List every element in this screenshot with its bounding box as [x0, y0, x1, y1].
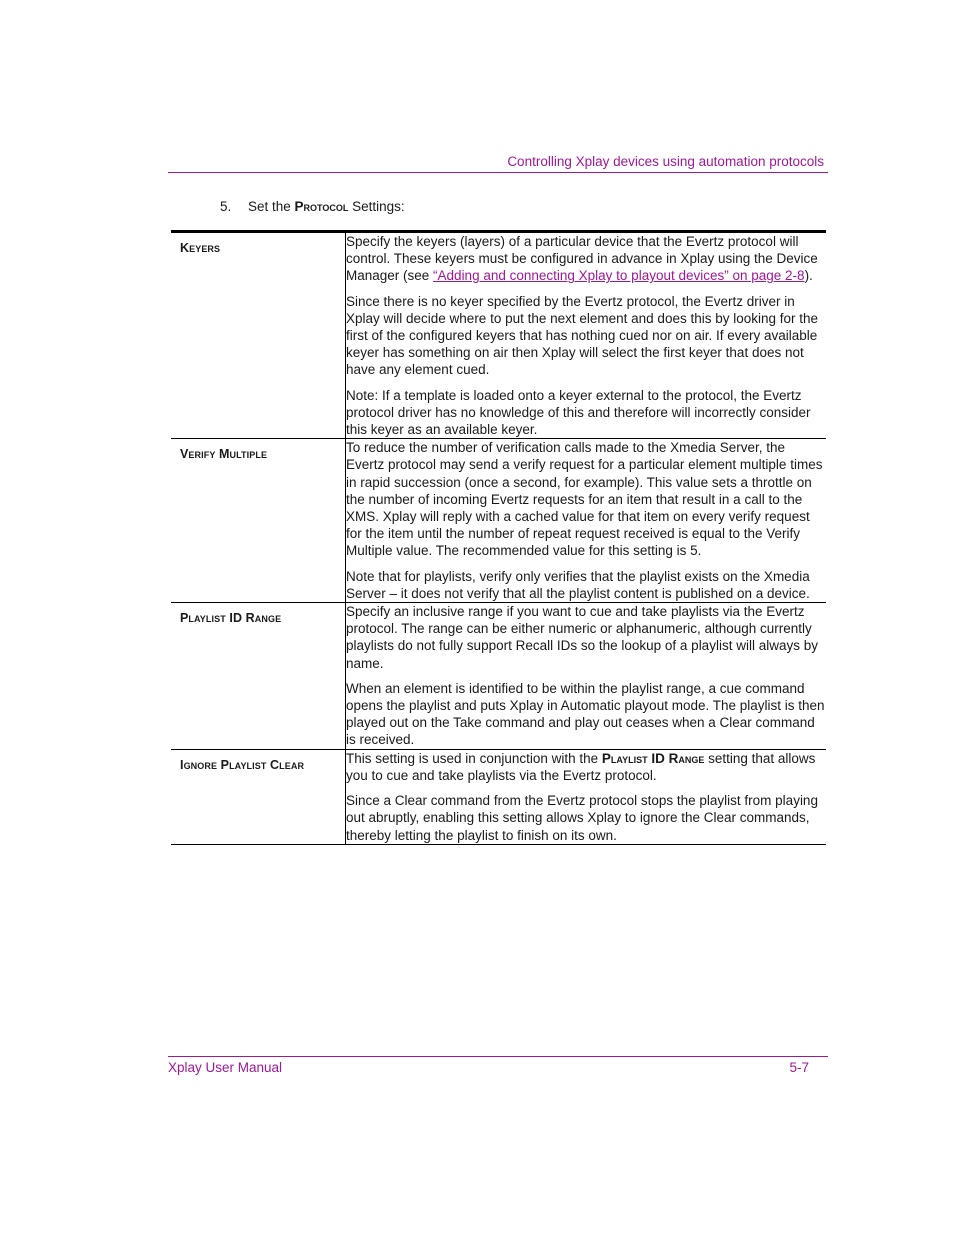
table-row-keyers	[171, 232, 826, 439]
description-paragraph: Specify an inclusive range if you want to cue and take playlists via the Evertz protocol. The range can be either numeric or alphanumeric, although currently playlists do not fully support Recall IDs so the lookup of a playlist will always by name.	[346, 604, 818, 671]
description-paragraph	[346, 750, 826, 784]
footer-rule	[168, 1056, 828, 1057]
header-rule	[168, 172, 828, 173]
paragraph-text: ).	[804, 268, 813, 284]
table-row-playlist-id-range	[171, 603, 826, 750]
table-row-verify-multiple	[171, 439, 826, 603]
step-keyword: Protocol	[294, 199, 349, 214]
step-instruction	[220, 199, 405, 214]
setting-name-cell	[171, 603, 346, 750]
step-text-before: Set the	[248, 199, 295, 214]
description-paragraph: To reduce the number of verification calls made to the Xmedia Server, the Evertz protocol may send a verify request for a particular element multiple times in rapid succession (once a second, for example). This value sets a throttle on the number of incoming Evertz requests for an item that result in a call to the XMS. Xplay will reply with a cached value for that item on every verify request for the item until the number of repeat request received is equal to the Verify Multiple value. The recommended value for this setting is 5.	[346, 440, 823, 559]
paragraph-text: Specify the keyers (layers) of a particular device that the Evertz protocol will control. These keyers must be configured in advance in Xplay using the Device Manager (see	[346, 234, 818, 284]
setting-name: Ignore Playlist Clear	[180, 757, 305, 772]
description-paragraph: Since there is no keyer specified by the Evertz protocol, the Evertz driver in Xplay will decide where to put the next element and does this by looking for the first of the configured keyers that has nothing cued nor on air. If every available keyer has something on air then Xplay will select the first keyer that does not have any element cued.	[346, 293, 819, 378]
setting-name-cell	[171, 232, 346, 439]
setting-name: Verify Multiple	[180, 447, 268, 462]
running-header: Controlling Xplay devices using automation protocols	[507, 154, 824, 169]
description-paragraph: When an element is identified to be within the playlist range, a cue command opens the playlist and puts Xplay in Automatic playout mode. The playlist is then played out on the Take command and play out ceases when a Clear command is received.	[346, 680, 825, 748]
protocol-settings-table	[171, 230, 826, 845]
description-note: Note that for playlists, verify only verifies that the playlist exists on the Xmedia Server – it does not verify that all the playlist content is published on a device.	[346, 568, 810, 601]
step-number: 5.	[220, 199, 232, 214]
setting-name: Keyers	[180, 241, 221, 255]
setting-description	[346, 603, 827, 750]
setting-description	[346, 439, 827, 603]
footer-page-number: 5-7	[789, 1060, 809, 1075]
cross-reference-link[interactable]: “Adding and connecting Xplay to playout devices” on page 2-8	[433, 268, 805, 284]
paragraph-text: setting that allows you to cue and take playlists via the Evertz protocol.	[346, 750, 816, 783]
description-paragraph	[346, 233, 826, 285]
step-text-after: Settings:	[348, 199, 405, 214]
setting-name-cell	[171, 749, 346, 844]
paragraph-text: This setting is used in conjunction with the	[346, 750, 602, 766]
footer-manual-title: Xplay User Manual	[168, 1060, 283, 1075]
table-row-ignore-playlist-clear	[171, 749, 826, 844]
setting-description	[346, 749, 827, 844]
setting-name-cell	[171, 439, 346, 603]
setting-reference: Playlist ID Range	[601, 750, 705, 766]
setting-description	[346, 232, 827, 439]
setting-name: Playlist ID Range	[180, 611, 282, 626]
description-note: Note: If a template is loaded onto a keyer external to the protocol, the Evertz protocol driver has no knowledge of this and therefore will incorrectly consider this keyer as an available keyer.	[346, 387, 811, 438]
description-paragraph: Since a Clear command from the Evertz protocol stops the playlist from playing out abruptly, enabling this setting allows Xplay to ignore the Clear commands, thereby letting the playlist to finish on its own.	[346, 793, 818, 843]
